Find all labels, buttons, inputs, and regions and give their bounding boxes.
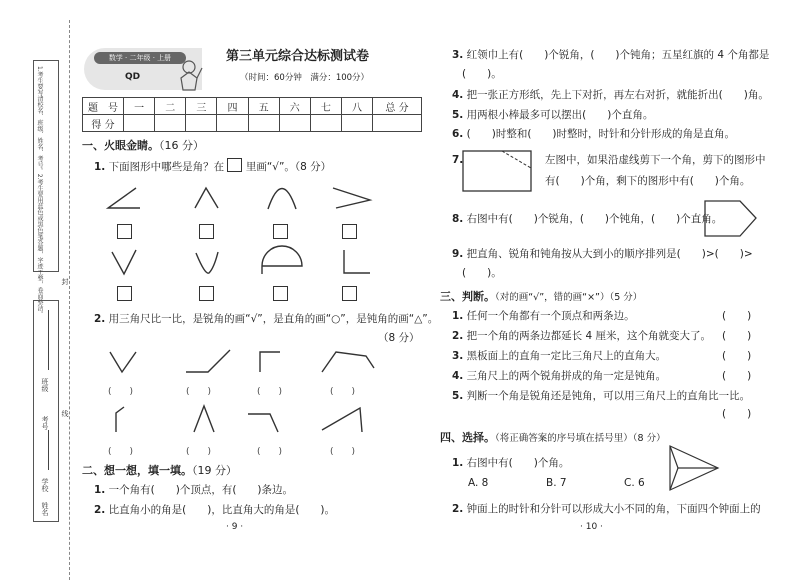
score-table-cell: 总 分 [373,98,422,115]
q2-answer-paren-7[interactable]: ( ) [257,447,283,457]
judge-text: 把一个角的两条边都延长 4 厘米，这个角就变大了。 [466,330,711,342]
q5-num: 5. [452,109,464,121]
choice2-body: 钟面上的时针和分针可以形成大小不同的角，下面四个钟面上的 [466,503,761,515]
q2-angle-8 [322,408,362,432]
q7-rectangle-figure [462,150,534,194]
section3-points: （对的画“√”，错的画“×”）（5 分） [495,292,643,303]
judge-answer-paren-4[interactable]: ( ) [722,370,752,382]
score-table-cell: 八 [341,98,372,115]
section4-points: （将正确答案的序号填在括号里）（8 分） [495,433,666,444]
choice1-option-b[interactable]: B. 7 [546,477,567,489]
choice1-angle-figure [660,444,720,492]
choice2-text [452,502,761,516]
fill2-text [94,503,335,517]
judge-num: 4. [452,370,464,382]
q8-body: 右图中有( )个锐角，( )个钝角，( )个直角。 [466,213,723,225]
q2-num: 2. [94,313,106,325]
fill1-num: 1. [94,484,106,496]
fill1-text [94,483,293,497]
line-mark: 线 [61,410,69,417]
q2-angle-6 [194,406,214,432]
q2-angle-7 [248,414,278,432]
fill1-body: 一个角有( )个顶点，有( )条边。 [108,484,294,496]
q2-answer-paren-1[interactable]: ( ) [108,387,134,397]
q1-text-after: 里画“√”。（8 分） [245,161,332,173]
q3-line2: ( )。 [462,68,502,80]
choice1-text [452,456,569,470]
choice1-num: 1. [452,457,464,469]
section3-heading [440,288,642,304]
judge-item-2 [452,329,711,343]
q2-answer-paren-3[interactable]: ( ) [257,387,283,397]
judge-item-1 [452,309,635,323]
school-label: 学校 [41,478,49,492]
instructions-text: 1.考生要写清校名、班级、姓名、考号。2.考生要用蓝色或黑色笔答题，字迹工整，卷面整洁。 [36,66,43,318]
section4-heading [440,429,666,445]
judge-num: 1. [452,310,464,322]
choice1-option-a[interactable]: A. 8 [468,477,489,489]
score-table-cell: 四 [217,98,248,115]
section2-title: 二、想一想，填一填。 [82,464,192,477]
id-label: 考号 [41,416,49,430]
q9-num: 9. [452,248,464,260]
q8-text [452,212,722,226]
name-label: 姓名 [41,502,49,516]
judge-answer-paren-3[interactable]: ( ) [722,350,752,362]
q8-num: 8. [452,213,464,225]
score-table-cell: 得 分 [83,115,124,132]
section1-points: （16 分） [159,139,204,152]
judge-item-5 [452,389,750,403]
q7-line1: 左图中，如果沿虚线剪下一个角，剪下的图形中 [545,154,766,166]
judge-num: 3. [452,350,464,362]
section1-title: 一、火眼金睛。 [82,139,159,152]
q9-line2: ( )。 [462,267,502,279]
page-title: 第三单元综合达标测试卷 [226,49,370,64]
fill2-num: 2. [94,504,106,516]
q9-line1-text: 把直角、锐角和钝角按从大到小的顺序排列是( )>( )> [466,248,753,260]
judge-answer-paren-1[interactable]: ( ) [722,310,752,322]
edition-label: QD [125,72,141,82]
q3-line1 [452,48,769,62]
judge-text: 任何一个角都有一个顶点和两条边。 [466,310,635,322]
q5-text [452,108,653,122]
section3-title: 三、判断。 [440,290,495,303]
q8-pentagon-figure [704,200,758,238]
q2-answer-paren-2[interactable]: ( ) [186,387,212,397]
q2-points: （8 分） [378,332,420,344]
choice2-num: 2. [452,503,464,515]
score-table-cell: 七 [310,98,341,115]
q2-angle-4 [322,352,374,372]
q2-angle-1 [110,352,136,372]
q1-text-before: 下面图形中哪些是角？在 [108,161,225,173]
q2-angle-2 [186,350,230,372]
judge-answer-paren-5[interactable]: ( ) [722,408,752,420]
q2-answer-paren-5[interactable]: ( ) [108,447,134,457]
q2-answer-paren-8[interactable]: ( ) [330,447,356,457]
q2-body: 用三角尺比一比，是锐角的画“√”，是直角的画“○”，是钝角的画“△”。 [108,313,439,325]
q4-text [452,88,769,102]
judge-item-4 [452,369,666,383]
q1-num: 1. [94,161,106,173]
class-label: 班级 [41,378,49,392]
q7-line2: 有( )个角，剩下的图形中有( )个角。 [545,175,751,187]
section4-title: 四、选择。 [440,431,495,444]
q2-answer-paren-4[interactable]: ( ) [330,387,356,397]
score-table-cell: 题 号 [83,98,124,115]
q6-body: ( )时整和( )时整时，时针和分针形成的角是直角。 [466,128,736,140]
q4-num: 4. [452,89,464,101]
choice1-option-c[interactable]: C. 6 [624,477,645,489]
q6-text [452,127,735,141]
q2-angle-5 [116,407,124,432]
score-table-cell: 二 [155,98,186,115]
judge-num: 2. [452,330,464,342]
judge-num: 5. [452,390,464,402]
judge-text: 三角尺上的两个锐角拼成的角一定是钝角。 [466,370,667,382]
score-table-cell: 三 [186,98,217,115]
q6-num: 6. [452,128,464,140]
q3-num: 3. [452,49,464,61]
choice1-body: 右图中有( )个角。 [466,457,570,469]
q2-angle-3 [260,352,280,372]
page-number-left: · 9 · [226,522,244,532]
q5-body: 用两根小棒最多可以摆出( )个直角。 [466,109,654,121]
judge-item-3 [452,349,666,363]
q4-body: 把一张正方形纸，先上下对折，再左右对折，就能折出( )角。 [466,89,769,101]
judge-text: 判断一个角是锐角还是钝角，可以用三角尺上的直角比一比。 [466,390,751,402]
score-table-cell: 六 [279,98,310,115]
seal-mark: 封 [61,278,69,285]
judge-answer-paren-2[interactable]: ( ) [722,330,752,342]
fill2-body: 比直角小的角是( )，比直角大的角是( )。 [108,504,336,516]
section2-heading [82,462,237,478]
score-table-cell: 五 [248,98,279,115]
judge-text: 黑板面上的直角一定比三角尺上的直角大。 [466,350,667,362]
header-badge: 数学 · 二年级 · 上册 [94,52,186,64]
page-number-right: · 10 · [580,522,603,532]
q2-answer-paren-6[interactable]: ( ) [186,447,212,457]
q3-line1-text: 红领巾上有( )个锐角，( )个钝角；五星红旗的 4 个角都是 [466,49,770,61]
score-table-cell: 一 [124,98,155,115]
section2-points: （19 分） [192,464,237,477]
q7-num: 7. [452,154,464,166]
q9-line1 [452,247,753,261]
exam-subtitle: （时间：60分钟 满分：100分） [240,73,370,83]
